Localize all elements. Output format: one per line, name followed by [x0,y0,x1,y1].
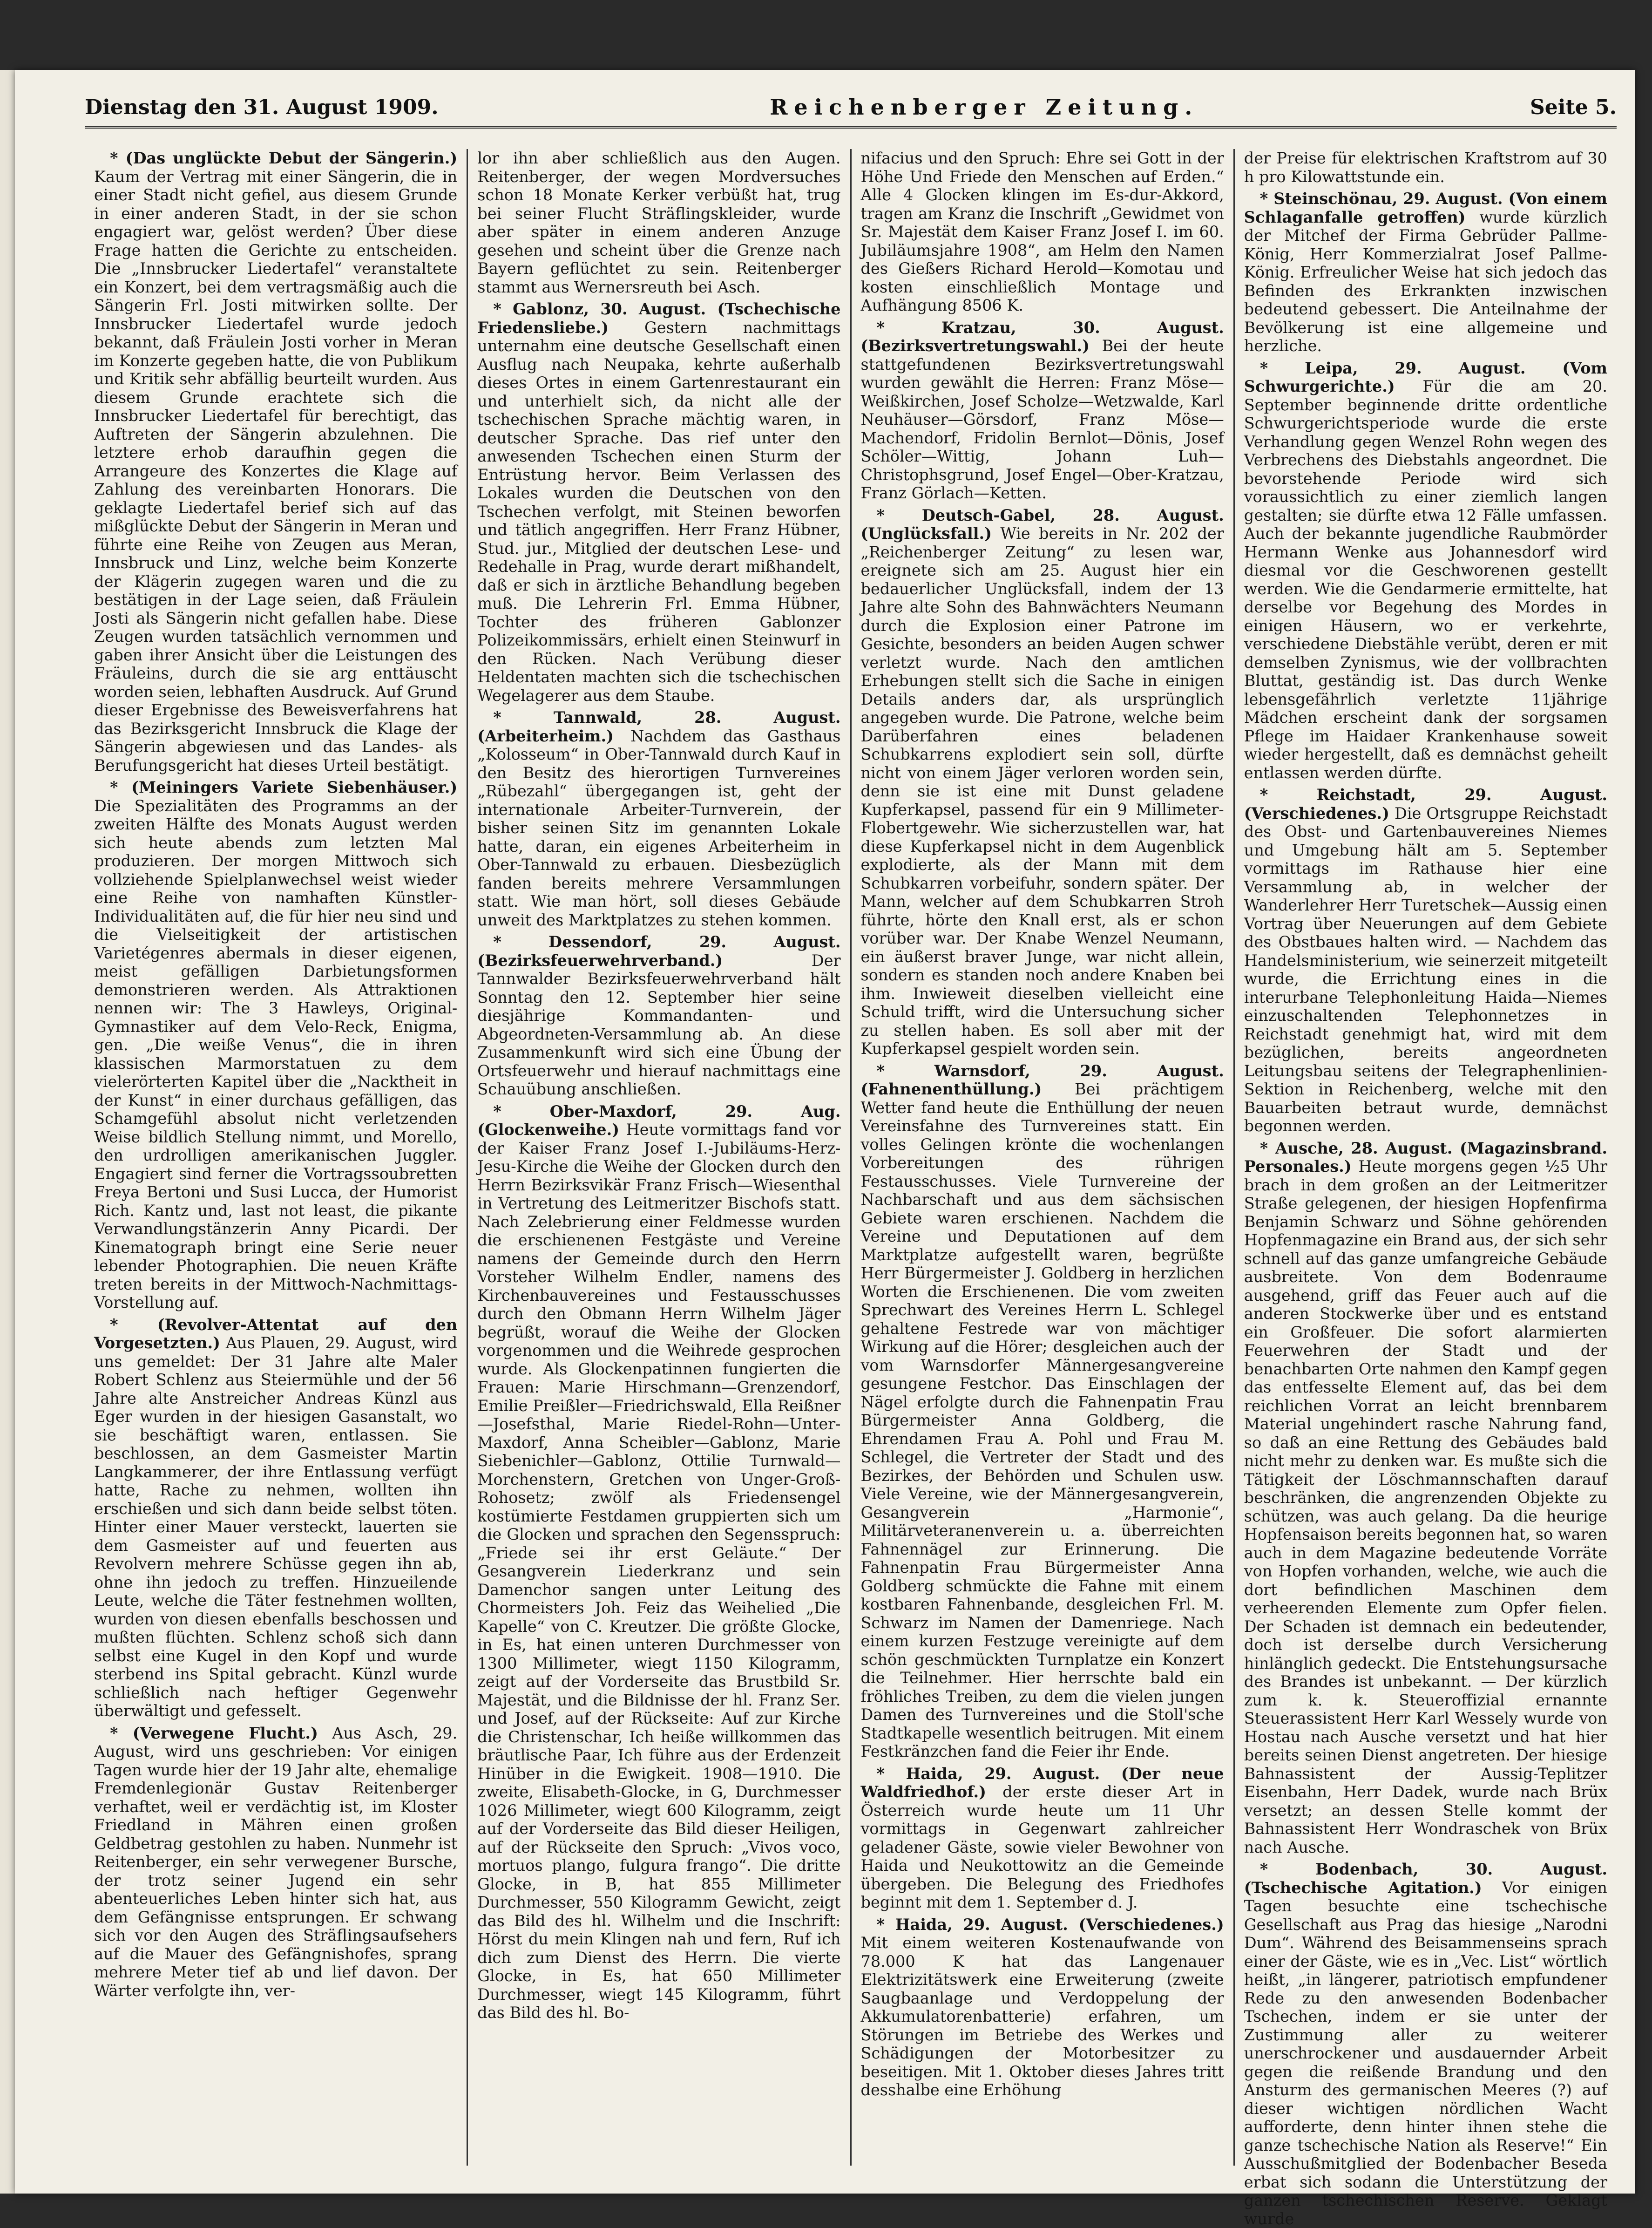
header-date: Dienstag den 31. August 1909. [85,95,439,119]
article [94,149,457,774]
article-text: der erste dieser Art in Österreich wurde heute um 11 Uhr vormittags in Gegenwart zahlreicher geladener Gäste, sowie vieler Bewohner von Haida und Neukottowitz an die Gemeinde übergeben. Die Belegung des Friedhofes beginnt mit dem 1. September d. J. [860,1783,1224,1911]
page-number: Seite 5. [1530,95,1617,119]
article [861,1765,1224,1912]
newspaper-page [15,70,1635,2228]
article [1244,359,1607,782]
article-headline: * Kratzau, 30. August. (Bezirksvertretungswahl.) [860,318,1224,355]
article [861,319,1224,503]
column-2 [468,149,851,2166]
masthead: Reichenberger Zeitung. [770,95,1199,120]
article-headline: * Haida, 29. August. (Verschiedenes.) [876,1915,1224,1934]
article-text: Heute vormittags fand vor der Kaiser Franz Josef I.-Jubiläums-Herz-Jesu-Kirche die Weihe der Glocken durch den Herrn Bezirksvikär Franz Frisch—Wiesenthal in Vertretung des Leitmeritzer Bischofs statt. Nach Zelebrierung einer Feldmesse wurden die erschienenen Festgäste und Vereine namens der Gemeinde durch den Herrn Vorsteher Wilhelm Endler, namens des Kirchenbauvereines und Festausschusses durch den Obmann Herrn Wilhelm Jäger begrüßt, worauf die Weihe der Glocken vorgenommen und die Weihrede gesprochen wurde. Als Glockenpatinnen fungierten die Frauen: Marie Hirschmann—Grenzendorf, Emilie Preißler—Friedrichswald, Ella Reißner—Josefsthal, Marie Riedel-Rohn—Unter-Maxdorf, Anna Scheibler—Gablonz, Marie Siebenichler—Gablonz, Ottilie Turnwald—Morchenstern, Gretchen von Unger-Groß-Rohosetz; zwölf als Friedensengel kostümierte Festdamen gruppierten sich um die Glocken und sprachen den Segensspruch: „Friede sei ihr erst Geläute.“ Der Gesangverein Liederkranz und sein Damenchor sangen unter Leitung des Chormeisters Joh. Feiz das Weihelied „Die Kapelle“ von C. Kreutzer. Die größte Glocke, in Es, hat einen unteren Durchmesser von 1300 Millimeter, wiegt 1150 Kilogramm, zeigt auf der Vorderseite das Brustbild Sr. Majestät, und die Bildnisse der hl. Franz Ser. und Josef, auf der Rückseite: Auf zur Kirche die Christenschar, Ich heiße willkommen das bräutlische Paar, Ich führe aus der Erdenzeit Hinüber in die Ewigkeit. 1908—1910. Die zweite, Elisabeth-Glocke, in G, Durchmesser 1026 Millimeter, wiegt 600 Kilogramm, zeigt auf der Vorderseite das Bild dieser Heiligen, auf der Rückseite den Spruch: „Vivos voco, mortuos plango, fulgura frango“. Die dritte Glocke, in B, hat 855 Millimeter Durchmesser, 550 Kilogramm Gewicht, zeigt das Bild des hl. Wilhelm und die Inschrift: Hörst du mein Klingen nah und fern, Ruf ich dich zum Dienst des Herrn. Die vierte Glocke, in Es, hat 650 Millimeter Durchmesser, wiegt 145 Kilogramm, führt das Bild des hl. Bo- [477,1121,841,2022]
article [477,1102,840,2022]
article [1244,149,1607,186]
article-headline: * Warnsdorf, 29. August. (Fahnenenthüllung.) [860,1061,1224,1098]
article-text: Wie bereits in Nr. 202 der „Reichenberger Zeitung“ zu lesen war, ereignete sich am 25. August hier ein bedauerlicher Unglücksfall, indem der 13 Jahre alte Sohn des Bahnwächters Neumann durch die Explosion einer Patrone im Gesichte, besonders an beiden Augen schwer verletzt wurde. Nach den amtlichen Erhebungen stellt sich die Sache in einigen Details anders dar, als ursprünglich angegeben wurde. Die Patrone, welche beim Darüberfahren eines beladenen Schubkarrens explodiert sein soll, dürfte nicht von einem Jäger verloren worden sein, denn sie ist eine mit Dunst geladene Kupferkapsel, passend für ein 9 Millimeter-Flobertgewehr. Wie sicherzustellen war, hat diese Kupferkapsel nicht in dem Augenblick explodierte, als der Mann mit dem Schubkarren vorbeifuhr, sondern später. Der Mann, welcher auf dem Schubkarren Stroh führte, hörte den Knall erst, als er schon vorüber war. Der Knabe Wenzel Neumann, ein äußerst braver Junge, war nicht allein, sondern es standen noch andere Knaben bei ihm. Inwieweit dieselben vielleicht eine Schuld trifft, wird die Untersuchung sicher zu stellen haben. Es soll aber mit der Kupferkapsel gespielt worden sein. [860,524,1224,1058]
article [94,1316,457,1720]
article-headline: * (Verwegene Flucht.) [110,1724,318,1742]
article-headline: * Bodenbach, 30. August. (Tschechische Agitation.) [1244,1860,1607,1897]
article-headline: * Steinschönau, 29. August. (Von einem Schlaganfalle getroffen) [1244,190,1607,226]
article-headline: * Deutsch-Gabel, 28. August. (Unglücksfall.) [860,506,1224,543]
article-headline: * Ober-Maxdorf, 29. Aug. (Glockenweihe.) [477,1102,841,1139]
article-text: wurde kürzlich der Mitchef der Firma Gebrüder Pallme-König, Herr Kommerzialrat Josef Pallme-König. Erfreulicher Weise hat sich jedoch das Befinden des Erkrankten inzwischen bedeutend gebessert. Die Anteilnahme der Bevölkerung ist eine allgemeine und herzliche. [1244,208,1607,355]
article [1244,1139,1607,1857]
article-text: Gestern nachmittags unternahm eine deutsche Gesellschaft einen Ausflug nach Neupaka, kehrte außerhalb dieses Ortes in einem Gartenrestaurant ein und unterhielt sich, da nicht alle der tschechischen Sprache mächtig waren, in deutscher Sprache. Das rief unter den anwesenden Tschechen einen Sturm der Entrüstung hervor. Beim Verlassen des Lokales wurden die Deutschen von den Tschechen verfolgt, mit Steinen beworfen und tätlich angegriffen. Herr Franz Hübner, Stud. jur., Mitglied der deutschen Lese- und Redehalle in Prag, wurde derart mißhandelt, daß er sich in ärztliche Behandlung begeben muß. Die Lehrerin Frl. Emma Hübner, Tochter des früheren Gablonzer Polizeikommissärs, erhielt einen Steinwurf in den Rücken. Nach Verübung dieser Heldentaten machten sich die tschechischen Wegelagerer aus dem Staube. [477,318,841,705]
page-left-edge [0,70,15,2194]
article-headline: * Leipa, 29. August. (Vom Schwurgerichte.) [1244,359,1607,395]
article [94,778,457,1312]
article-text: lor ihn aber schließlich aus den Augen. Reitenberger, der wegen Mordversuches schon 18 Monate Kerker verbüßt hat, trug bei seiner Flucht Sträflingskleider, wurde aber später in einem anderen Anzuge gesehen und scheint über die Grenze nach Bayern geflüchtet zu sein. Reitenberger stammt aus Wernersreuth bei Asch. [477,149,841,296]
article-text: Heute morgens gegen ½5 Uhr brach in dem großen an der Leitmeritzer Straße gelegenen, der hiesigen Hopfenfirma Benjamin Schwarz und Söhne gehörenden Hopfenmagazine ein Brand aus, der sich sehr schnell auf das ganze umfangreiche Gebäude ausbreitete. Von dem Bodenraume ausgehend, griff das Feuer auch auf die anderen Stockwerke über und es entstand ein Großfeuer. Die sofort alarmierten Feuerwehren der Stadt und der benachbarten Orte nahmen den Kampf gegen das entfesselte Element auf, das bei dem reichlichen Vorrat an leicht brennbarem Material ungehindert rasche Nahrung fand, so daß an eine Rettung des Gebäudes bald nicht mehr zu denken war. Es mußte sich die Tätigkeit der Löschmannschaften darauf beschränken, die angrenzenden Objekte zu schützen, was auch gelang. Da die heurige Hopfensaison bereits begonnen hat, so waren auch in dem Magazine bedeutende Vorräte von Hopfen vorhanden, welche, wie auch die dort befindlichen Maschinen dem verheerenden Elemente zum Opfer fielen. Der Schaden ist demnach ein bedeutender, doch ist derselbe durch Versicherung hinlänglich gedeckt. Die Entstehungsursache des Brandes ist unbekannt. — Der kürzlich zum k. k. Steueroffizial ernannte Steuerassistent Herr Karl Wessely wurde von Hostau nach Ausche versetzt und hat hier bereits seinen Dienst angetreten. Der hiesige Bahnassistent der Aussig-Teplitzer Eisenbahn, Herr Dadek, wurde nach Brüx versetzt; an dessen Stelle kommt der Bahnassistent Herr Wondraschek von Brüx nach Ausche. [1244,1157,1608,1856]
article [94,1724,457,2000]
article-text: Nachdem das Gasthaus „Kolosseum“ in Ober-Tannwald durch Kauf in den Besitz des hierortigen Turnvereines „Rübezahl“ übergegangen ist, geht der internationale Arbeiter-Turnverein, der bisher seinen Sitz im genannten Lokale hatte, daran, ein eigenes Arbeiterheim in Ober-Tannwald zu erbauen. Diesbezüglich fanden bereits mehrere Versammlungen statt. Wie man hört, soll dieses Gebäude unweit des Marktplatzes zu stehen kommen. [477,727,841,929]
article [1244,1860,1607,2228]
article-text: Bei prächtigem Wetter fand heute die Enthüllung der neuen Vereinsfahne des Turnvereines statt. Ein volles Gelingen krönte die wochenlangen Vorbereitungen des rührigen Festausschusses. Viele Turnvereine der Nachbarschaft und aus dem sächsischen Gebiete waren erschienen. Nachdem die Vereine und Deputationen auf dem Marktplatze aufgestellt waren, begrüßte Herr Bürgermeister J. Goldberg in herzlichen Worten die Erschienenen. Die vom zweiten Sprechwart des Vereines Herrn L. Schlegel gehaltene Festrede war von mächtiger Wirkung auf die Hörer; desgleichen auch der vom Warnsdorfer Männergesangvereine gesungene Festchor. Das Einschlagen der Nägel erfolgte durch die Fahnenpatin Frau Bürgermeister Anna Goldberg, die Ehrendamen Frau A. Pohl und Frau M. Schlegel, die Vertreter der Stadt und des Bezirkes, der Behörden und Schulen usw. Viele Vereine, wie der Männergesangverein, Gesangverein „Harmonie“, Militärveteranenverein u. a. überreichten Fahnennägel zur Erinnerung. Die Fahnenpatin Frau Bürgermeister Anna Goldberg schmückte die Fahne mit einem kostbaren Fahnenbande, desgleichen Frl. M. Schwarz im Namen der Damenriege. Nach einem kurzen Festzuge vereinigte auf dem schön geschmückten Turnplatze ein Konzert die Teilnehmer. Hier herrschte bald ein fröhliches Treiben, zu dem die vielen jungen Damen des Turnvereines und die Stoll'sche Stadtkapelle wesentlich beitrugen. Mit einem Festkränzchen fand die Feier ihr Ende. [860,1080,1224,1760]
article-text: nifacius und den Spruch: Ehre sei Gott in der Höhe Und Friede den Menschen auf Erden.“ Alle 4 Glocken klingen im Es-dur-Akkord, tragen am Kranz die Inschrift „Gewidmet von Sr. Majestät dem Kaiser Franz Josef I. im 60. Jubiläumsjahre 1908“, am Helm den Namen des Gießers Richard Herold—Komotau und kosten einschließlich Montage und Aufhängung 8506 K. [860,149,1224,314]
article-headline: * Dessendorf, 29. August. (Bezirksfeuerwehrverband.) [477,933,841,970]
article-text: Bei der heute stattgefundenen Bezirksvertretungswahl wurden gewählt die Herren: Franz Möse—Weißkirchen, Josef Scholze—Wetzwalde, Karl Neuhäuser—Görsdorf, Franz Möse—Machendorf, Fridolin Bernlot—Dönis, Josef Schöler—Wittig, Johann Luh—Christophsgrund, Josef Engel—Ober-Kratzau, Franz Görlach—Ketten. [860,337,1224,502]
article-headline: * Ausche, 28. August. (Magazinsbrand. Personales.) [1244,1139,1607,1175]
article-text: Der Tannwalder Bezirksfeuerwehrverband hält Sonntag den 12. September hier seine diesjährige Kommandanten- und Abgeordneten-Versammlung ab. An diese Zusammenkunft wird sich eine Übung der Ortsfeuerwehr und hierauf nachmittags eine Schauübung anschließen. [477,951,841,1098]
article [861,149,1224,315]
article-headline: * Tannwald, 28. August. (Arbeiterheim.) [477,708,841,745]
article-headline: * Reichstadt, 29. August. (Verschiedenes.) [1244,786,1607,822]
page-header [85,88,1617,129]
article-text: Die Spezialitäten des Programms an der zweiten Hälfte des Monats August werden sich heute abends zum letzten Mal produzieren. Der morgen Mittwoch sich vollziehende Spielplanwechsel weist wieder eine Reihe von namhaften Künstler-Individualitäten auf, die für hier neu sind und die Vielseitigkeit der artistischen Varietégenres abermals in dieser eigenen, meist gefälligen Darbietungsformen demonstrieren werden. Als Attraktionen nennen wir: The 3 Hawleys, Original-Gymnastiker auf dem Velo-Reck, Enigma, gen. „Die weiße Venus“, die in ihren klassischen Marmorstatuen zu dem vielerörterten Kapitel über die „Nacktheit in der Kunst“ in einer durchaus gefälligen, das Schamgefühl absolut nicht verletzenden Weise bildlich Stellung nimmt, und Morello, den urdrolligen amerikanischen Juggler. Engagiert sind ferner die Vortragssoubretten Freya Bertoni und Susi Lucca, der Humorist Rich. Kantz und, last not least, die pikante Verwandlungstänzerin Anny Picardi. Der Kinematograph bringt eine Serie neuer lebender Photographien. Die neuen Kräfte treten bereits in der Mittwoch-Nachmittags-Vorstellung auf. [94,796,458,1311]
article-text: Vor einigen Tagen besuchte eine tschechische Gesellschaft aus Prag das hiesige „Narodni Dum“. Während des Beisammenseins sprach einer der Gäste, wie es in „Vec. List“ wörtlich heißt, „in längerer, patriotisch empfundener Rede zu den anwesenden Bodenbacher Tschechen, indem er sie unter der Zustimmung aller zu weiterer unerschrockener und ausdauernder Arbeit gegen die reißende Brandung und den Ansturm des germanischen Meeres (?) auf dieser wichtigen nördlichen Wacht aufforderte, denn hinter ihnen stehe die ganze tschechische Nation als Reserve!“ Ein Ausschußmitglied der Bodenbacher Beseda erbat sich sodann die Unterstützung der ganzen tschechischen Reserve. Geklagt wurde [1244,1878,1607,2228]
article-headline: * Gablonz, 30. August. (Tschechische Friedensliebe.) [477,300,841,337]
article [477,708,840,929]
article-text: Aus Asch, 29. August, wird uns geschrieben: Vor einigen Tagen wurde hier der 19 Jahr alte, ehemalige Fremdenlegionär Gustav Reitenberger verhaftet, weil er verdächtig ist, im Kloster Friedland in Mähren einen großen Geldbetrag gestohlen zu haben. Nunmehr ist Reitenberger, ein sehr verwegener Bursche, der trotz seiner Jugend ein sehr abenteuerliches Leben hinter sich hat, aus dem Gefängnisse entsprungen. Er schwang sich vor den Augen des Sträflingsaufsehers auf die Mauer des Gefängnishofes, sprang mehrere Meter tief ab und lief davon. Der Wärter verfolgte ihn, ver- [94,1724,458,2000]
article-headline: * (Das unglückte Debut der Sängerin.) [110,149,458,167]
article-text: Für die am 20. September beginnende dritte ordentliche Schwurgerichtsperiode wurde die erste Verhandlung gegen Wenzel Rohn wegen des Verbrechens des Diebstahls angeordnet. Die bevorstehende Periode wird sich voraussichtlich zu einer ziemlich langen gestalten; sie dürfte etwa 12 Fälle umfassen. Auch der bekannte jugendliche Raubmörder Hermann Wenke aus Johannesdorf wird diesmal vor die Geschworenen gestellt werden. Wie die Gendarmerie ermittelte, hat derselbe vor Begehung des Mordes in einigen Häusern, wo er verkehrte, verschiedene Diebstähle verübt, deren er mit demselben Zynismus, wie der vollbrachten Bluttat, geständig ist. Das durch Wenke lebensgefährlich verletzte 11jährige Mädchen erscheint dank der sorgsamen Pflege im Haidaer Krankenhause soweit wieder hergestellt, daß es demnächst geheilt entlassen werden dürfte. [1244,377,1608,782]
column-3 [852,149,1235,2166]
article [861,1062,1224,1761]
article-headline: * Haida, 29. August. (Der neue Waldfriedhof.) [860,1764,1224,1801]
article-headline: * (Revolver-Attentat auf den Vorgesetzten.) [94,1315,458,1352]
article-text: Die Ortsgruppe Reichstadt des Obst- und Gartenbauvereines Niemes und Umgebung hält am 5. September vormittags im Rathause hier eine Versammlung ab, in welcher der Wanderlehrer Herr Turetschek—Aussig einen Vortrag über Neuerungen auf dem Gebiete des Obstbaues halten wird. — Nachdem das Handelsministerium, wie seinerzeit mitgeteilt wurde, die Errichtung eines in die interurbane Telephonleitung Haida—Niemes einzuschaltenden Telephonnetzes in Reichstadt genehmigt hat, wird mit dem bezüglichen, bereits angeordneten Leitungsbau seitens der Telegraphenlinien-Sektion in Reichenberg, welche mit den Bauarbeiten betraut wurde, demnächst begonnen werden. [1244,804,1607,1135]
article-text: der Preise für elektrischen Kraftstrom auf 30 h pro Kilowattstunde ein. [1244,149,1607,186]
column-4 [1235,149,1617,2228]
article [1244,190,1607,355]
article-text: Mit einem weiteren Kostenaufwande von 78.000 K hat das Langenauer Elektrizitätswerk eine Erweiterung (zweite Saugbaanlage und Verdoppelung der Akkumulatorenbatterie) erfahren, um Störungen im Betriebe des Werkes und Schädigungen der Motorbesitzer zu beseitigen. Mit 1. Oktober dieses Jahres tritt desshalbe eine Erhöhung [860,1934,1224,2099]
article-text: Aus Plauen, 29. August, wird uns gemeldet: Der 31 Jahre alte Maler Robert Schlenz aus Steiermühle und der 56 Jahre alte Anstreicher Andreas Künzl aus Eger wurden in der hiesigen Gasanstalt, wo sie beschäftigt waren, entlassen. Sie beschlossen, an dem Gasmeister Martin Langkammerer, der ihre Entlassung verfügt hatte, Rache zu nehmen, wollten ihn erschießen und sich dann beide selbst töten. Hinter einer Mauer versteckt, lauerten sie dem Gasmeister auf und feuerten aus Revolvern mehrere Schüsse gegen ihn ab, ohne ihn jedoch zu treffen. Hinzueilende Leute, welche die Täter festnehmen wollten, wurden von diesen ebenfalls beschossen und mußten flüchten. Schlenz schoß sich dann selbst eine Kugel in den Kopf und wurde sterbend ins Spital gebracht. Künzl wurde schließlich nach heftiger Gegenwehr überwältigt und gefesselt. [94,1334,458,1720]
article [477,300,840,705]
article [477,933,840,1099]
column-1 [85,149,468,2166]
article [477,149,840,296]
article-headline: * (Meiningers Variete Siebenhäuser.) [110,778,458,796]
article [861,506,1224,1058]
article [861,1916,1224,2099]
article-text: Kaum der Vertrag mit einer Sängerin, die in einer Stadt nicht gefiel, aus diesem Grunde in einer anderen Stadt, in der sie schon engagiert war, gelöst werden? Über diese Frage hatten die Gerichte zu entscheiden. Die „Innsbrucker Liedertafel“ veranstaltete ein Konzert, bei dem vertragsmäßig auch die Sängerin Frl. Josti mitwirken sollte. Der Innsbrucker Liedertafel wurde jedoch bekannt, daß Fräulein Josti vorher in Meran im Konzerte gegeben hatte, die von Publikum und Kritik sehr abfällig beurteilt wurden. Aus diesem Grunde erachtete sich die Innsbrucker Liedertafel für berechtigt, das Auftreten der Sängerin abzulehnen. Die letztere erhob daraufhin gegen die Arrangeure des Konzertes die Klage auf Zahlung des vereinbarten Honorars. Die geklagte Liedertafel berief sich auf das mißglückte Debut der Sängerin in Meran und führte eine Reihe von Zeugen aus Meran, Innsbruck und Linz, welche beim Konzerte der Klägerin zugegen waren und die zu bestätigen in der Lage seien, daß Fräulein Josti als Sängerin nicht gefallen habe. Diese Zeugen wurden tatsächlich vernommen und gaben ihrer Ansicht über die Leistungen des Fräuleins, durch die sie arg enttäuscht worden seien, lebhaften Ausdruck. Auf Grund dieser Ergebnisse des Beweisverfahrens hat das Bezirksgericht Innsbruck die Klage der Sängerin abgewiesen und das Landes- als Berufungsgericht hat dieses Urteil bestätigt. [94,167,458,774]
article-columns [85,149,1617,2228]
article [1244,786,1607,1135]
